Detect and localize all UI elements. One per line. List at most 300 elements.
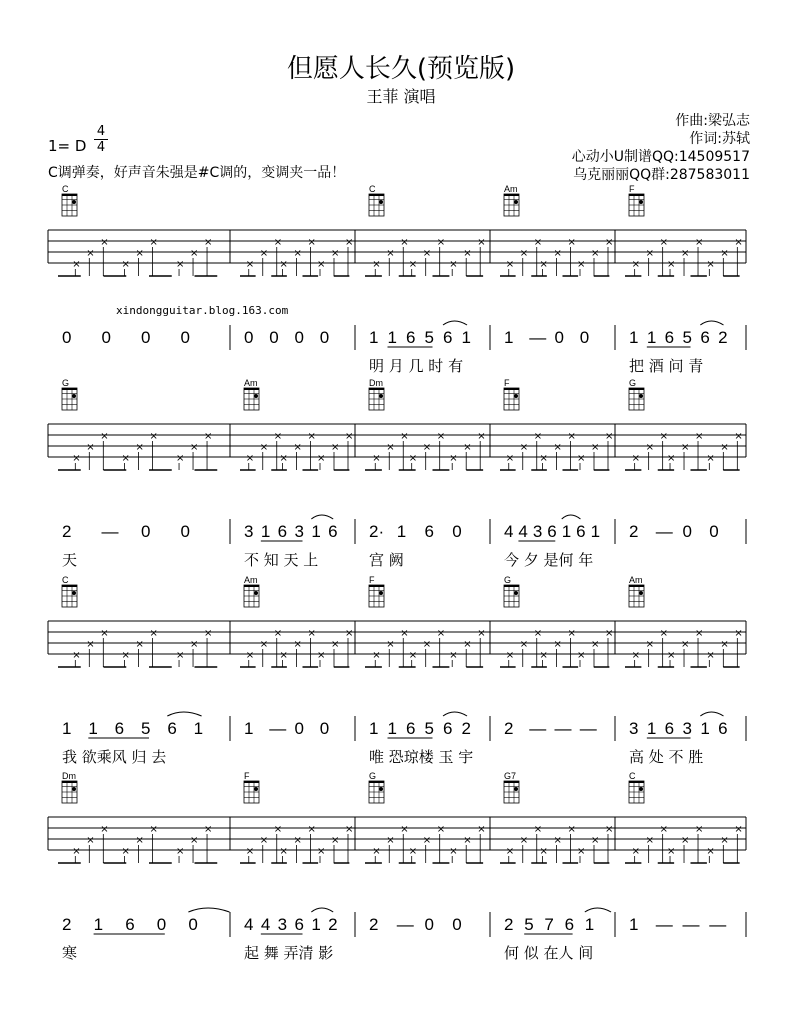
strum-mark: × <box>505 453 515 464</box>
note-number: — <box>655 915 673 934</box>
strum-mark: × <box>505 259 515 270</box>
strum-mark: × <box>279 259 288 270</box>
chord-diagram <box>369 184 384 216</box>
strum-mark: × <box>605 431 614 442</box>
chord-diagram <box>244 575 259 607</box>
strum-mark: × <box>345 237 354 248</box>
strum-mark: × <box>135 835 144 846</box>
tie-arc <box>443 712 467 716</box>
strum-mark: × <box>100 628 109 639</box>
strum-mark: × <box>539 846 548 857</box>
lyricist-credit: 作词:苏轼 <box>689 131 750 147</box>
note-number: 0 <box>424 915 434 934</box>
strum-mark: × <box>204 824 213 835</box>
strum-mark: × <box>204 431 213 442</box>
strum-mark: × <box>422 442 432 453</box>
strum-mark: × <box>307 824 316 835</box>
tie-arc <box>311 908 333 912</box>
strum-mark: × <box>734 824 743 835</box>
strum-mark: × <box>121 846 130 857</box>
chord-name: C <box>629 771 636 781</box>
chord-diagram <box>629 575 644 607</box>
strum-mark: × <box>449 259 458 270</box>
chord-diagram <box>629 378 644 410</box>
chord-diagram <box>629 771 644 803</box>
strum-mark: × <box>386 248 395 259</box>
lyric-line: 我 欲乘风 归 去 <box>62 748 167 766</box>
strum-mark: × <box>505 846 515 857</box>
strum-mark: × <box>645 835 655 846</box>
strum-mark: × <box>86 248 95 259</box>
note-number: 1 <box>584 915 595 934</box>
chord-diagram <box>62 378 77 410</box>
strum-mark: × <box>149 237 158 248</box>
note-number: 6 <box>406 328 416 347</box>
strum-mark: × <box>463 639 472 650</box>
chord-dot <box>254 394 258 398</box>
strum-mark: × <box>386 442 395 453</box>
note-number: 3 <box>244 522 254 541</box>
note-number: 1 <box>244 719 254 738</box>
note-number: 2 <box>369 915 379 934</box>
strum-mark: × <box>259 248 269 259</box>
chord-name: Am <box>244 378 258 388</box>
note-number: 6 <box>664 719 675 738</box>
strum-mark: × <box>436 628 446 639</box>
strum-mark: × <box>477 824 486 835</box>
strum-mark: × <box>659 431 669 442</box>
note-number: — <box>101 522 119 541</box>
chord-name: F <box>629 184 635 194</box>
strum-mark: × <box>279 846 288 857</box>
note-number: 6 <box>167 719 177 738</box>
strum-mark: × <box>436 431 446 442</box>
strum-mark: × <box>539 453 548 464</box>
note-number: 6 <box>125 915 135 934</box>
note-number: 1 <box>590 522 601 541</box>
strum-mark: × <box>149 431 158 442</box>
chord-diagram <box>629 184 644 216</box>
chord-name: F <box>504 378 510 388</box>
strum-mark: × <box>408 846 418 857</box>
note-number: 6 <box>406 719 416 738</box>
strum-mark: × <box>273 824 283 835</box>
chord-name: G7 <box>504 771 517 781</box>
chord-dot <box>639 200 643 204</box>
lyric-line: 高 处 不 胜 <box>629 748 704 766</box>
strum-mark: × <box>567 824 576 835</box>
note-number: 6 <box>443 328 453 347</box>
strum-mark: × <box>436 237 446 248</box>
strum-mark: × <box>605 628 614 639</box>
chord-dot <box>514 787 518 791</box>
strum-mark: × <box>400 431 409 442</box>
strum-mark: × <box>345 431 354 442</box>
strum-mark: × <box>293 248 302 259</box>
tie-arc <box>167 712 201 716</box>
strum-mark: × <box>519 442 529 453</box>
chord-name: G <box>629 378 637 388</box>
tie-arc <box>585 908 611 912</box>
strum-mark: × <box>720 835 729 846</box>
note-number: 0 <box>101 328 111 347</box>
note-number: 6 <box>328 522 338 541</box>
strum-mark: × <box>72 846 81 857</box>
strum-mark: × <box>245 846 255 857</box>
note-number: 0 <box>180 522 190 541</box>
capo-note: C调弹奏，好声音朱强是#C调的，变调夹一品！ <box>48 165 346 181</box>
note-number: — <box>396 915 414 934</box>
lyric-line: 何 似 在人 间 <box>504 944 594 962</box>
chord-diagram <box>504 378 519 410</box>
strum-mark: × <box>553 442 562 453</box>
lyric-line: 起 舞 弄清 影 <box>244 944 334 962</box>
note-number: 1 <box>369 328 379 347</box>
note-number: 1 <box>311 915 321 934</box>
tie-arc <box>443 321 467 325</box>
chord-name: Dm <box>369 378 383 388</box>
chord-diagram <box>369 771 384 803</box>
score-system <box>48 424 746 569</box>
strum-mark: × <box>400 237 409 248</box>
strum-mark: × <box>135 639 144 650</box>
strum-mark: × <box>645 248 655 259</box>
strum-mark: × <box>449 650 458 661</box>
chord-dot <box>379 200 383 204</box>
chord-name: Am <box>629 575 643 585</box>
strum-mark: × <box>259 835 269 846</box>
strum-mark: × <box>86 639 95 650</box>
strum-mark: × <box>645 442 655 453</box>
strum-mark: × <box>121 650 130 661</box>
strum-mark: × <box>463 442 472 453</box>
strum-mark: × <box>293 835 302 846</box>
strum-mark: × <box>720 442 729 453</box>
strum-mark: × <box>331 442 340 453</box>
strum-mark: × <box>577 650 586 661</box>
lyric-line: 把 酒 问 青 <box>629 357 704 375</box>
strum-mark: × <box>176 650 185 661</box>
note-number: 1 <box>88 719 98 738</box>
lyric-line: 今 夕 是何 年 <box>504 551 594 569</box>
strum-mark: × <box>331 248 340 259</box>
note-number: 1 <box>629 328 639 347</box>
note-number: 1 <box>387 719 397 738</box>
strum-mark: × <box>706 259 715 270</box>
note-number: 0 <box>188 915 198 934</box>
strum-mark: × <box>695 237 704 248</box>
lyric-line: 不 知 天 上 <box>244 551 319 569</box>
strum-mark: × <box>400 628 409 639</box>
note-number: 0 <box>682 522 692 541</box>
note-number: 1 <box>561 522 572 541</box>
tie-arc <box>311 515 333 519</box>
note-number: 2 <box>62 522 72 541</box>
strum-mark: × <box>681 835 690 846</box>
chord-diagram <box>62 575 77 607</box>
strum-mark: × <box>317 650 326 661</box>
note-number: 1 <box>461 328 471 347</box>
strum-mark: × <box>176 259 185 270</box>
note-number: 5 <box>682 328 692 347</box>
lyric-line: 宫 阙 <box>369 551 404 569</box>
note-number: 1 <box>629 915 639 934</box>
strum-mark: × <box>631 650 641 661</box>
strum-mark: × <box>577 846 586 857</box>
strum-mark: × <box>591 835 600 846</box>
note-number: 2 <box>461 719 471 738</box>
note-number: 1 <box>369 719 379 738</box>
chord-name: C <box>62 184 69 194</box>
note-number: 6 <box>576 522 586 541</box>
note-number: 0 <box>244 328 254 347</box>
strum-mark: × <box>307 237 316 248</box>
strum-mark: × <box>149 628 158 639</box>
note-number: 0 <box>180 328 190 347</box>
strum-mark: × <box>477 431 486 442</box>
note-number: 1 <box>646 328 657 347</box>
note-number: 0 <box>319 719 330 738</box>
note-number: 4 <box>244 915 254 934</box>
lyric-line: 明 月 几 时 有 <box>369 357 464 375</box>
chord-diagram <box>369 575 384 607</box>
note-number: 2 <box>504 915 514 934</box>
strum-mark: × <box>659 628 669 639</box>
chord-name: Am <box>504 184 518 194</box>
note-number: — <box>554 719 572 738</box>
strum-mark: × <box>176 846 185 857</box>
note-number: 0 <box>156 915 167 934</box>
note-number: 6 <box>294 915 304 934</box>
lyric-line: 天 <box>62 551 78 569</box>
strum-mark: × <box>190 835 199 846</box>
chord-diagram <box>62 771 77 803</box>
strum-mark: × <box>659 824 669 835</box>
chord-dot <box>514 200 518 204</box>
strum-mark: × <box>553 835 562 846</box>
note-number: 0 <box>709 522 719 541</box>
strum-mark: × <box>436 824 446 835</box>
strum-mark: × <box>345 628 354 639</box>
tie-arc <box>700 712 723 716</box>
strum-mark: × <box>449 846 458 857</box>
strum-mark: × <box>681 442 690 453</box>
strum-mark: × <box>667 846 676 857</box>
chord-name: F <box>369 575 375 585</box>
note-number: 6 <box>664 328 675 347</box>
chord-dot <box>639 394 643 398</box>
strum-mark: × <box>734 237 743 248</box>
strum-mark: × <box>408 650 418 661</box>
strum-mark: × <box>706 453 715 464</box>
note-number: 1 <box>700 719 710 738</box>
strum-mark: × <box>72 650 81 661</box>
note-number: 0 <box>141 328 151 347</box>
strum-mark: × <box>567 237 576 248</box>
strum-mark: × <box>273 237 283 248</box>
strum-mark: × <box>307 628 316 639</box>
strum-mark: × <box>121 259 130 270</box>
time-signature-bottom: 4 <box>96 140 106 155</box>
note-number: 3 <box>294 522 304 541</box>
note-number: 2 <box>328 915 338 934</box>
strum-mark: × <box>386 835 395 846</box>
note-number: 1 <box>93 915 104 934</box>
strum-mark: × <box>667 650 676 661</box>
note-number: — <box>529 719 547 738</box>
strum-mark: × <box>533 628 543 639</box>
note-number: 1 <box>646 719 657 738</box>
strum-mark: × <box>553 248 562 259</box>
note-number: — <box>579 719 597 738</box>
strum-mark: × <box>259 639 269 650</box>
strum-mark: × <box>317 846 326 857</box>
strum-mark: × <box>100 431 109 442</box>
strum-mark: × <box>422 248 432 259</box>
note-number: 0 <box>452 915 462 934</box>
strum-mark: × <box>605 237 614 248</box>
song-title: 但愿人长久(预览版) <box>286 54 516 84</box>
note-number: 6 <box>547 522 557 541</box>
strum-mark: × <box>591 442 600 453</box>
strum-mark: × <box>293 442 302 453</box>
strum-mark: × <box>463 835 472 846</box>
blog-url: xindongguitar.blog.163.com <box>116 304 289 317</box>
note-number: 0 <box>319 328 330 347</box>
chord-dot <box>254 591 258 595</box>
strum-mark: × <box>734 431 743 442</box>
note-number: 3 <box>277 915 288 934</box>
strum-mark: × <box>706 846 715 857</box>
chord-dot <box>514 591 518 595</box>
strum-mark: × <box>408 453 418 464</box>
note-number: 2 <box>504 719 514 738</box>
note-number: 5 <box>424 719 434 738</box>
strum-mark: × <box>259 442 269 453</box>
note-number: 4 <box>504 522 514 541</box>
note-number: 1 <box>193 719 204 738</box>
chord-dot <box>379 787 383 791</box>
strum-mark: × <box>345 824 354 835</box>
strum-mark: × <box>591 248 600 259</box>
group-credit: 乌克丽丽QQ群:287583011 <box>573 167 750 183</box>
strum-mark: × <box>100 237 109 248</box>
chord-dot <box>639 591 643 595</box>
strum-mark: × <box>372 453 381 464</box>
note-number: 0 <box>269 328 279 347</box>
score-system <box>48 230 746 375</box>
strum-mark: × <box>463 248 472 259</box>
note-number: 4 <box>518 522 528 541</box>
strum-mark: × <box>720 639 729 650</box>
note-number: 1 <box>260 522 271 541</box>
chord-diagram <box>504 184 519 216</box>
note-number: 3 <box>532 522 543 541</box>
strum-mark: × <box>519 639 529 650</box>
strum-mark: × <box>706 650 715 661</box>
tie-arc <box>188 908 229 912</box>
strum-mark: × <box>86 442 95 453</box>
strum-mark: × <box>245 453 255 464</box>
chord-diagram <box>244 771 259 803</box>
note-number: 6 <box>443 719 453 738</box>
strum-mark: × <box>681 639 690 650</box>
strum-mark: × <box>533 237 543 248</box>
note-number: — <box>269 719 287 738</box>
strum-mark: × <box>667 453 676 464</box>
chord-diagram <box>62 184 77 216</box>
strum-mark: × <box>533 824 543 835</box>
strum-mark: × <box>273 628 283 639</box>
chord-name: Am <box>244 575 258 585</box>
chord-dot <box>72 394 76 398</box>
strum-mark: × <box>386 639 395 650</box>
strum-mark: × <box>631 846 641 857</box>
strum-mark: × <box>273 431 283 442</box>
note-number: 6 <box>700 328 710 347</box>
strum-mark: × <box>279 650 288 661</box>
strum-mark: × <box>317 259 326 270</box>
chord-diagram <box>504 771 519 803</box>
chord-name: C <box>62 575 69 585</box>
strum-mark: × <box>121 453 130 464</box>
chord-name: Dm <box>62 771 76 781</box>
strum-mark: × <box>695 824 704 835</box>
strum-mark: × <box>422 639 432 650</box>
strum-mark: × <box>86 835 95 846</box>
strum-mark: × <box>372 846 381 857</box>
note-number: 6 <box>564 915 575 934</box>
note-number: — <box>655 522 673 541</box>
chord-dot <box>72 200 76 204</box>
chord-name: G <box>369 771 377 781</box>
strum-mark: × <box>631 259 641 270</box>
note-number: 5 <box>524 915 534 934</box>
chord-diagram <box>504 575 519 607</box>
strum-mark: × <box>659 237 669 248</box>
strum-mark: × <box>539 259 548 270</box>
note-number: 0 <box>452 522 462 541</box>
strum-mark: × <box>477 628 486 639</box>
strum-mark: × <box>631 453 641 464</box>
strum-mark: × <box>605 824 614 835</box>
strum-mark: × <box>567 431 576 442</box>
note-number: — <box>709 915 727 934</box>
note-number: 5 <box>141 719 151 738</box>
chord-dot <box>639 787 643 791</box>
tie-arc <box>700 321 723 325</box>
chord-dot <box>72 787 76 791</box>
strum-mark: × <box>245 650 255 661</box>
note-number: 6 <box>718 719 728 738</box>
strum-mark: × <box>519 248 529 259</box>
strum-mark: × <box>695 431 704 442</box>
singer-credit: 王菲 演唱 <box>366 87 436 106</box>
score-system <box>48 621 746 766</box>
strum-mark: × <box>176 453 185 464</box>
note-number: 0 <box>294 328 304 347</box>
note-number: 1 <box>504 328 514 347</box>
strum-mark: × <box>533 431 543 442</box>
note-number: 0 <box>62 328 72 347</box>
strum-mark: × <box>204 628 213 639</box>
note-number: 0 <box>294 719 304 738</box>
strum-mark: × <box>279 453 288 464</box>
chord-dot <box>379 394 383 398</box>
strum-mark: × <box>720 248 729 259</box>
lyric-line: 寒 <box>62 944 78 962</box>
strum-mark: × <box>149 824 158 835</box>
